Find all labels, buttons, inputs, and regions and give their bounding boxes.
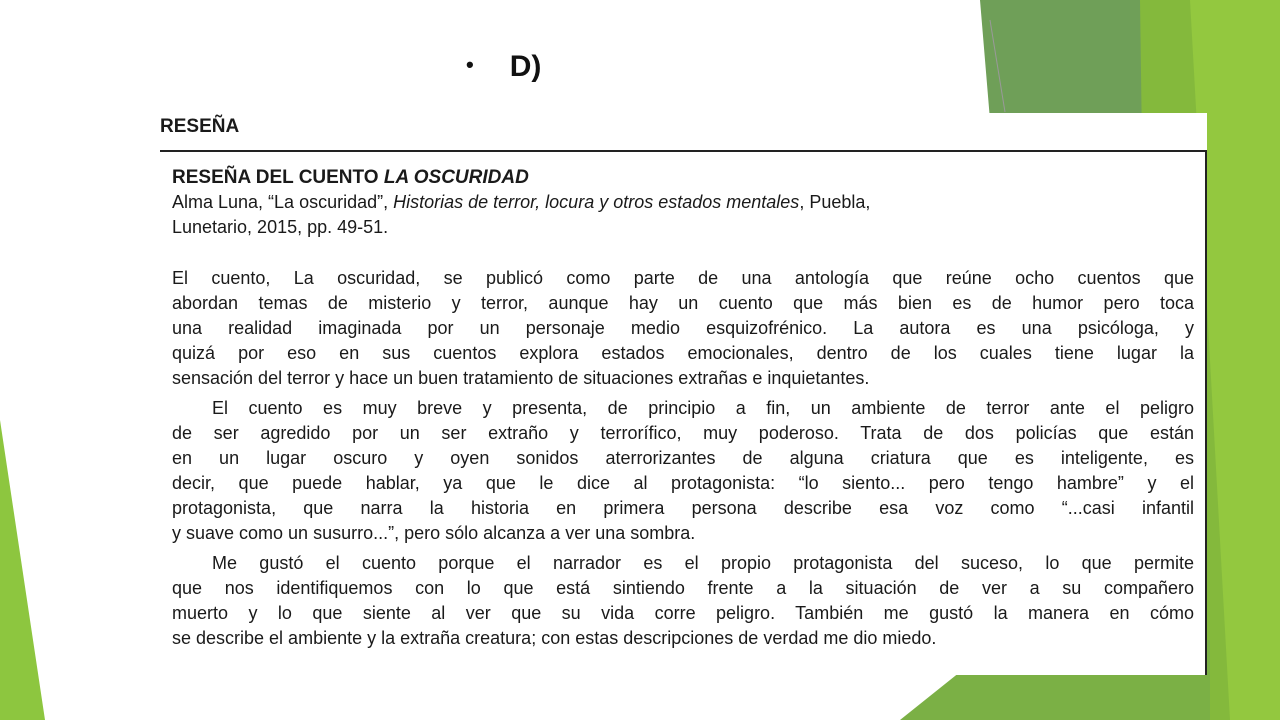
paragraph-line: en un lugar oscuro y oyen sonidos aterrorizantes de alguna criatura que es inteligente, es <box>172 448 1194 468</box>
citation-place: , Puebla, <box>799 192 871 212</box>
paragraph-line: sensación del terror y hace un buen tratamiento de situaciones extrañas e inquietantes. <box>172 368 870 388</box>
paragraph-line: una realidad imaginada por un personaje medio esquizofrénico. La autora es una psicóloga, y <box>172 318 1194 338</box>
paragraph-line: Me gustó el cuento porque el narrador es el propio protagonista del suceso, lo que permite <box>212 553 1194 573</box>
paragraph-line: se describe el ambiente y la extraña creatura; con estas descripciones de verdad me dio miedo. <box>172 628 937 648</box>
citation-author: Alma Luna, “La oscuridad”, <box>172 192 394 212</box>
paragraph-line: que nos identifiquemos con lo que está sintiendo frente a la situación de ver a su compañero <box>172 578 1194 598</box>
slide-bullet <box>466 50 541 84</box>
paragraph-line: decir, que puede hablar, ya que le dice al protagonista: “lo siento... pero tengo hambre” y el <box>172 473 1194 493</box>
paragraph-line: y suave como un susurro...”, pero sólo alcanza a ver una sombra. <box>172 523 696 543</box>
green-shape-left <box>0 420 45 720</box>
paragraph-line: abordan temas de misterio y terror, aunque hay un cuento que más bien es de humor pero toca <box>172 293 1194 313</box>
divider <box>160 150 1207 152</box>
border-right <box>1205 150 1207 675</box>
citation-book: Historias de terror, locura y otros estados mentales <box>393 192 800 212</box>
citation-line <box>172 190 1194 215</box>
paragraph-line: muerto y lo que siente al ver que su vida corre peligro. También me gustó la manera en cómo <box>172 603 1194 623</box>
paragraph-line: El cuento es muy breve y presenta, de principio a fin, un ambiente de terror ante el peligro <box>212 398 1194 418</box>
paragraph-line: de ser agredido por un ser extraño y terrorífico, muy poderoso. Trata de dos policías que están <box>172 423 1194 443</box>
title-italic: LA OSCURIDAD <box>383 167 529 188</box>
review-body <box>172 165 1194 651</box>
paragraphs <box>172 266 1194 651</box>
title-text: RESEÑA DEL CUENTO <box>172 167 384 188</box>
paragraph-line: El cuento, La oscuridad, se publicó como parte de una antología que reúne ocho cuentos que <box>172 268 1194 288</box>
review-document-image <box>160 113 1207 675</box>
review-title <box>172 165 1194 190</box>
citation-line: Lunetario, 2015, pp. 49-51. <box>172 217 389 237</box>
paragraph-line: quizá por eso en sus cuentos explora estados emocionales, dentro de los cuales tiene lugar la <box>172 343 1194 363</box>
bullet-text: D) <box>509 50 542 83</box>
section-label: RESEÑA <box>160 116 240 137</box>
paragraph-line: protagonista, que narra la historia en primera persona describe esa voz como “...casi infantil <box>172 498 1194 518</box>
bullet-icon: • <box>466 52 474 77</box>
